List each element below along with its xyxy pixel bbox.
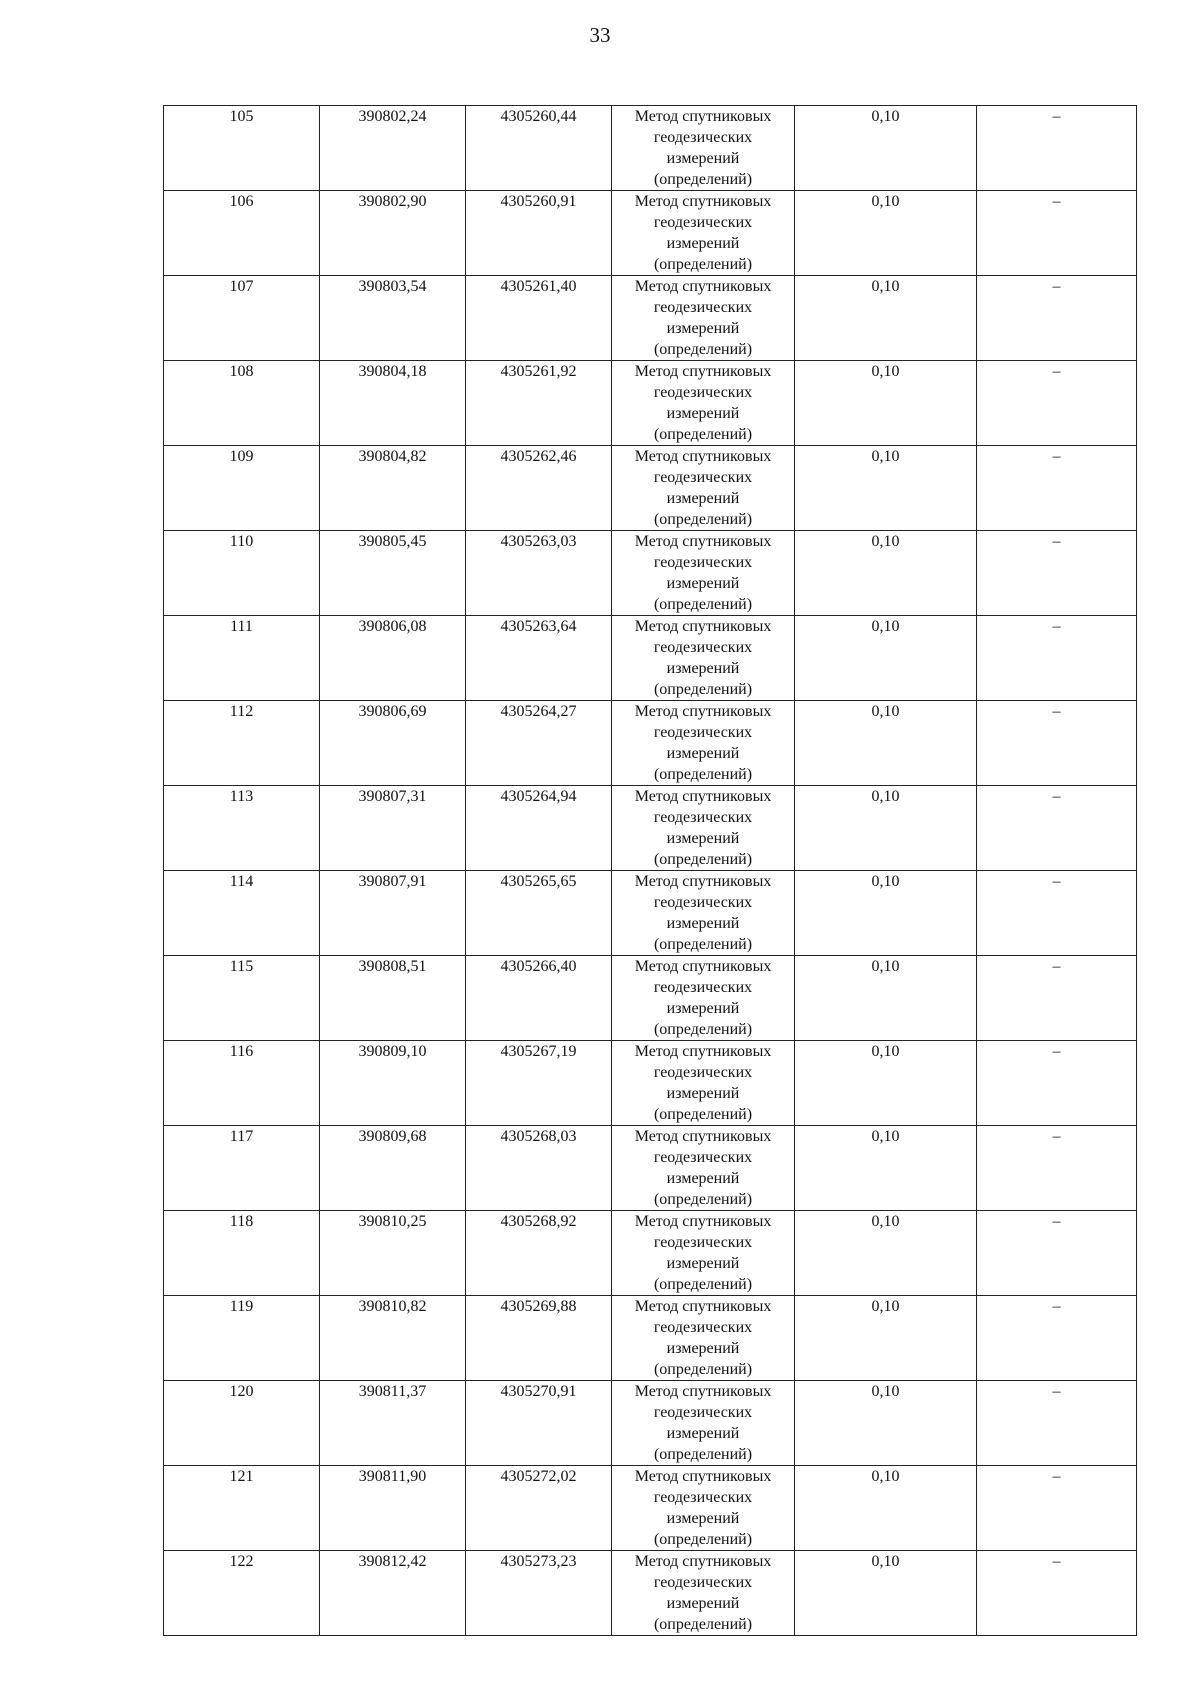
precision-cell-text: 0,10 [871,448,900,465]
note-cell-text: – [1052,618,1061,635]
note-cell [977,276,1137,361]
precision-cell-text: 0,10 [871,278,900,295]
precision-cell [795,616,977,701]
x-coordinate-cell [320,871,466,956]
y-coordinate-cell [466,616,612,701]
table-row [164,1211,1137,1296]
y-coordinate-cell [466,531,612,616]
y-coordinate-cell-text: 4305264,94 [500,788,577,805]
y-coordinate-cell-text: 4305269,88 [500,1298,577,1315]
point-number-cell-text: 117 [229,1128,254,1145]
method-cell-text: Метод спутниковых геодезических измерений (определений) [634,363,772,443]
x-coordinate-cell-text: 390811,37 [358,1383,427,1400]
table-row [164,1466,1137,1551]
method-cell [612,1551,795,1636]
point-number-cell-text: 107 [229,278,254,295]
note-cell [977,786,1137,871]
note-cell-text: – [1052,278,1061,295]
y-coordinate-cell-text: 4305260,91 [500,193,577,210]
note-cell [977,1041,1137,1126]
y-coordinate-cell-text: 4305265,65 [500,873,577,890]
y-coordinate-cell [466,956,612,1041]
note-cell-text: – [1052,1213,1061,1230]
method-cell [612,1041,795,1126]
point-number-cell-text: 108 [229,363,254,380]
table-row [164,446,1137,531]
note-cell-text: – [1052,533,1061,550]
precision-cell-text: 0,10 [871,873,900,890]
method-cell [612,701,795,786]
point-number-cell-text: 121 [229,1468,254,1485]
y-coordinate-cell [466,1381,612,1466]
method-cell-text: Метод спутниковых геодезических измерений (определений) [634,533,772,613]
x-coordinate-cell [320,1381,466,1466]
method-cell [612,276,795,361]
method-cell-text: Метод спутниковых геодезических измерений (определений) [634,1128,772,1208]
method-cell [612,871,795,956]
point-number-cell-text: 119 [229,1298,254,1315]
point-number-cell-text: 118 [229,1213,254,1230]
y-coordinate-cell-text: 4305261,92 [500,363,577,380]
method-cell [612,956,795,1041]
precision-cell-text: 0,10 [871,1298,900,1315]
method-cell-text: Метод спутниковых геодезических измерений (определений) [634,448,772,528]
precision-cell [795,531,977,616]
point-number-cell [164,1296,320,1381]
y-coordinate-cell-text: 4305263,64 [500,618,577,635]
precision-cell-text: 0,10 [871,703,900,720]
note-cell-text: – [1052,703,1061,720]
x-coordinate-cell [320,531,466,616]
point-number-cell [164,531,320,616]
point-number-cell [164,1551,320,1636]
table-row [164,531,1137,616]
point-number-cell-text: 120 [229,1383,254,1400]
point-number-cell-text: 110 [229,533,254,550]
precision-cell-text: 0,10 [871,618,900,635]
x-coordinate-cell [320,786,466,871]
point-number-cell-text: 122 [229,1553,254,1570]
precision-cell [795,1381,977,1466]
y-coordinate-cell-text: 4305273,23 [500,1553,577,1570]
note-cell [977,1551,1137,1636]
method-cell-text: Метод спутниковых геодезических измерений (определений) [634,1468,772,1548]
note-cell [977,531,1137,616]
note-cell-text: – [1052,1383,1061,1400]
method-cell-text: Метод спутниковых геодезических измерений (определений) [634,1383,772,1463]
method-cell-text: Метод спутниковых геодезических измерений (определений) [634,108,772,188]
x-coordinate-cell-text: 390808,51 [358,958,427,975]
table-row [164,1381,1137,1466]
precision-cell-text: 0,10 [871,1383,900,1400]
point-number-cell [164,106,320,191]
precision-cell [795,276,977,361]
method-cell [612,786,795,871]
x-coordinate-cell-text: 390809,10 [358,1043,427,1060]
note-cell [977,701,1137,786]
point-number-cell [164,1126,320,1211]
page-number: 33 [589,23,611,47]
x-coordinate-cell-text: 390804,82 [358,448,427,465]
method-cell [612,1126,795,1211]
precision-cell [795,1211,977,1296]
x-coordinate-cell [320,446,466,531]
y-coordinate-cell [466,786,612,871]
precision-cell-text: 0,10 [871,1043,900,1060]
precision-cell [795,191,977,276]
x-coordinate-cell-text: 390810,82 [358,1298,427,1315]
precision-cell-text: 0,10 [871,108,900,125]
note-cell [977,191,1137,276]
x-coordinate-cell-text: 390806,69 [358,703,427,720]
table-row [164,701,1137,786]
x-coordinate-cell [320,1041,466,1126]
table-row [164,871,1137,956]
method-cell-text: Метод спутниковых геодезических измерений (определений) [634,618,772,698]
point-number-cell [164,191,320,276]
y-coordinate-cell-text: 4305268,92 [500,1213,577,1230]
method-cell [612,1381,795,1466]
table-row [164,956,1137,1041]
note-cell-text: – [1052,448,1061,465]
y-coordinate-cell [466,361,612,446]
table-row [164,106,1137,191]
x-coordinate-cell [320,616,466,701]
x-coordinate-cell-text: 390811,90 [358,1468,427,1485]
note-cell [977,361,1137,446]
y-coordinate-cell-text: 4305260,44 [500,108,577,125]
table-row [164,1296,1137,1381]
coordinates-table [163,105,1137,1636]
note-cell [977,956,1137,1041]
point-number-cell [164,446,320,531]
note-cell-text: – [1052,1468,1061,1485]
precision-cell [795,1126,977,1211]
y-coordinate-cell [466,1126,612,1211]
note-cell-text: – [1052,1553,1061,1570]
x-coordinate-cell [320,1466,466,1551]
note-cell [977,1381,1137,1466]
method-cell [612,1466,795,1551]
precision-cell-text: 0,10 [871,788,900,805]
y-coordinate-cell [466,1296,612,1381]
x-coordinate-cell [320,1296,466,1381]
note-cell-text: – [1052,1128,1061,1145]
method-cell [612,361,795,446]
y-coordinate-cell-text: 4305267,19 [500,1043,577,1060]
y-coordinate-cell [466,1211,612,1296]
table-row [164,276,1137,361]
method-cell [612,106,795,191]
precision-cell-text: 0,10 [871,1553,900,1570]
method-cell-text: Метод спутниковых геодезических измерений (определений) [634,278,772,358]
x-coordinate-cell [320,106,466,191]
note-cell-text: – [1052,108,1061,125]
x-coordinate-cell-text: 390802,24 [358,108,427,125]
note-cell-text: – [1052,788,1061,805]
precision-cell [795,1296,977,1381]
y-coordinate-cell-text: 4305268,03 [500,1128,577,1145]
point-number-cell-text: 114 [229,873,254,890]
y-coordinate-cell-text: 4305272,02 [500,1468,577,1485]
point-number-cell [164,786,320,871]
x-coordinate-cell [320,956,466,1041]
note-cell [977,1126,1137,1211]
x-coordinate-cell-text: 390807,31 [358,788,427,805]
point-number-cell [164,1211,320,1296]
table-row [164,191,1137,276]
x-coordinate-cell-text: 390805,45 [358,533,427,550]
precision-cell-text: 0,10 [871,958,900,975]
precision-cell [795,956,977,1041]
y-coordinate-cell-text: 4305270,91 [500,1383,577,1400]
note-cell-text: – [1052,873,1061,890]
method-cell-text: Метод спутниковых геодезических измерений (определений) [634,193,772,273]
x-coordinate-cell-text: 390812,42 [358,1553,427,1570]
method-cell-text: Метод спутниковых геодезических измерений (определений) [634,1553,772,1633]
y-coordinate-cell-text: 4305262,46 [500,448,577,465]
method-cell [612,191,795,276]
x-coordinate-cell-text: 390804,18 [358,363,427,380]
precision-cell [795,1466,977,1551]
table-row [164,1551,1137,1636]
y-coordinate-cell [466,276,612,361]
method-cell [612,446,795,531]
precision-cell-text: 0,10 [871,1213,900,1230]
point-number-cell [164,1466,320,1551]
point-number-cell-text: 111 [230,618,253,635]
point-number-cell [164,1041,320,1126]
y-coordinate-cell [466,446,612,531]
point-number-cell-text: 109 [229,448,254,465]
point-number-cell [164,276,320,361]
x-coordinate-cell [320,1211,466,1296]
precision-cell [795,1041,977,1126]
point-number-cell [164,616,320,701]
method-cell [612,1296,795,1381]
y-coordinate-cell-text: 4305261,40 [500,278,577,295]
x-coordinate-cell [320,1551,466,1636]
method-cell-text: Метод спутниковых геодезических измерений (определений) [634,788,772,868]
note-cell [977,616,1137,701]
table-row [164,1041,1137,1126]
x-coordinate-cell-text: 390803,54 [358,278,427,295]
precision-cell-text: 0,10 [871,1128,900,1145]
note-cell-text: – [1052,1043,1061,1060]
precision-cell [795,701,977,786]
y-coordinate-cell [466,106,612,191]
note-cell-text: – [1052,193,1061,210]
point-number-cell [164,1381,320,1466]
y-coordinate-cell-text: 4305264,27 [500,703,577,720]
precision-cell [795,786,977,871]
x-coordinate-cell-text: 390810,25 [358,1213,427,1230]
point-number-cell-text: 106 [229,193,254,210]
x-coordinate-cell-text: 390809,68 [358,1128,427,1145]
precision-cell [795,1551,977,1636]
x-coordinate-cell [320,191,466,276]
y-coordinate-cell-text: 4305266,40 [500,958,577,975]
precision-cell [795,446,977,531]
table-row [164,1126,1137,1211]
precision-cell-text: 0,10 [871,193,900,210]
y-coordinate-cell [466,191,612,276]
table-row [164,786,1137,871]
method-cell [612,616,795,701]
point-number-cell-text: 112 [229,703,254,720]
point-number-cell [164,871,320,956]
y-coordinate-cell [466,1041,612,1126]
method-cell [612,531,795,616]
method-cell-text: Метод спутниковых геодезических измерений (определений) [634,1298,772,1378]
x-coordinate-cell [320,361,466,446]
note-cell [977,106,1137,191]
y-coordinate-cell [466,1551,612,1636]
note-cell [977,1296,1137,1381]
precision-cell-text: 0,10 [871,363,900,380]
note-cell [977,1211,1137,1296]
point-number-cell [164,956,320,1041]
precision-cell [795,106,977,191]
y-coordinate-cell-text: 4305263,03 [500,533,577,550]
method-cell [612,1211,795,1296]
method-cell-text: Метод спутниковых геодезических измерений (определений) [634,1043,772,1123]
precision-cell [795,361,977,446]
note-cell [977,446,1137,531]
note-cell [977,871,1137,956]
precision-cell-text: 0,10 [871,1468,900,1485]
y-coordinate-cell [466,701,612,786]
x-coordinate-cell-text: 390802,90 [358,193,427,210]
method-cell-text: Метод спутниковых геодезических измерений (определений) [634,873,772,953]
point-number-cell-text: 115 [229,958,254,975]
method-cell-text: Метод спутниковых геодезических измерений (определений) [634,703,772,783]
precision-cell [795,871,977,956]
coordinates-table-body [164,106,1137,1636]
point-number-cell [164,361,320,446]
x-coordinate-cell [320,1126,466,1211]
table-row [164,616,1137,701]
x-coordinate-cell [320,701,466,786]
note-cell-text: – [1052,1298,1061,1315]
note-cell-text: – [1052,958,1061,975]
method-cell-text: Метод спутниковых геодезических измерений (определений) [634,958,772,1038]
point-number-cell [164,701,320,786]
precision-cell-text: 0,10 [871,533,900,550]
table-row [164,361,1137,446]
point-number-cell-text: 105 [229,108,254,125]
point-number-cell-text: 116 [229,1043,254,1060]
x-coordinate-cell [320,276,466,361]
y-coordinate-cell [466,871,612,956]
note-cell [977,1466,1137,1551]
x-coordinate-cell-text: 390807,91 [358,873,427,890]
y-coordinate-cell [466,1466,612,1551]
method-cell-text: Метод спутниковых геодезических измерений (определений) [634,1213,772,1293]
note-cell-text: – [1052,363,1061,380]
x-coordinate-cell-text: 390806,08 [358,618,427,635]
point-number-cell-text: 113 [229,788,254,805]
